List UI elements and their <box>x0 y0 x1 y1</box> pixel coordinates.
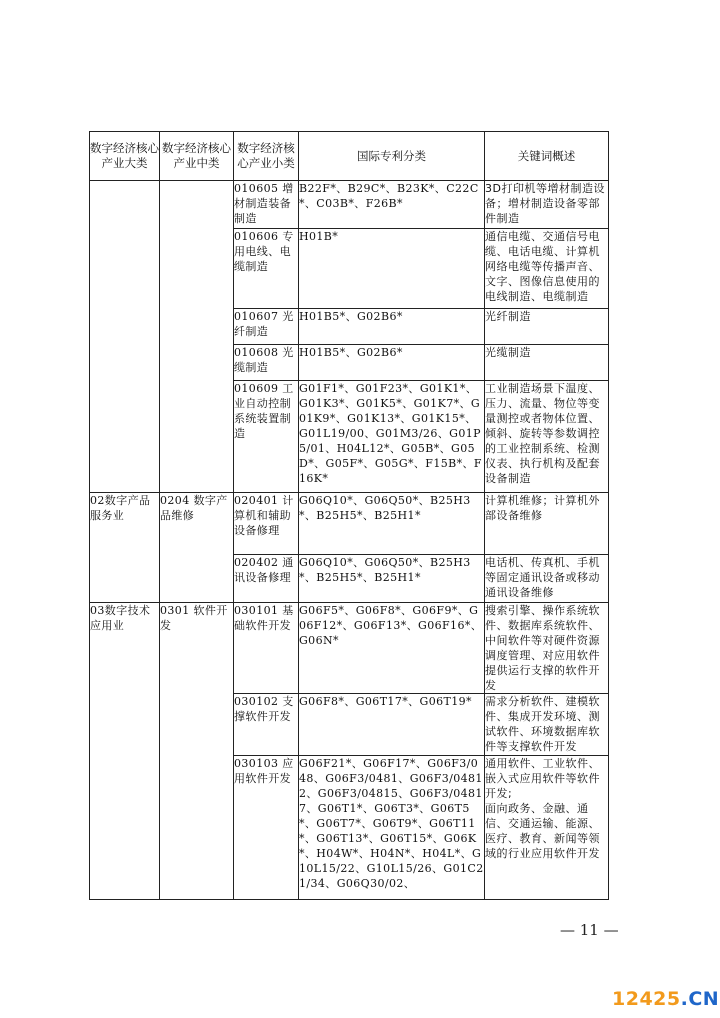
major-category-cell: 03数字技术应用业 <box>90 603 160 900</box>
minor-category-cell: 020402 通讯设备修理 <box>234 555 299 603</box>
header-ipc: 国际专利分类 <box>299 132 485 181</box>
keywords-cell: 需求分析软件、建模软件、集成开发环境、测试软件、环境数据库软件等支撑软件开发 <box>485 694 609 756</box>
ipc-cell: G06Q10*、G06Q50*、B25H3*、B25H5*、B25H1* <box>299 555 485 603</box>
mid-category-cell: 0204 数字产品维修 <box>160 493 234 603</box>
keywords-cell: 电话机、传真机、手机等固定通讯设备或移动通讯设备维修 <box>485 555 609 603</box>
page-number: — 11 — <box>560 921 619 939</box>
header-major-category: 数字经济核心产业大类 <box>90 132 160 181</box>
minor-category-cell: 030103 应用软件开发 <box>234 756 299 900</box>
keywords-cell: 搜索引擎、操作系统软件、数据库系统软件、中间软件等对硬件资源调度管理、对应用软件提供运行支撑的软件开发 <box>485 603 609 694</box>
keywords-cell: 光纤制造 <box>485 309 609 345</box>
table-header-row <box>90 132 609 181</box>
minor-category-cell: 010607 光纤制造 <box>234 309 299 345</box>
keywords-cell: 光缆制造 <box>485 345 609 381</box>
keywords-cell: 工业制造场景下温度、压力、流量、物位等变量测控或者物体位置、倾斜、旋转等参数调控的工业控制系统、检测仪表、执行机构及配套设备制造 <box>485 381 609 493</box>
ipc-cell: G01F1*、G01F23*、G01K1*、G01K3*、G01K5*、G01K7*、G01K9*、G01K13*、G01K15*、G01L19/00、G01M3/26、G01P5/01、H04L12*、G05B*、G05D*、G05F*、G05G*、F15B*、F16K* <box>299 381 485 493</box>
table-row <box>90 181 609 229</box>
watermark-domain: .CN <box>680 988 720 1010</box>
ipc-cell: H01B5*、G02B6* <box>299 345 485 381</box>
table-row <box>90 603 609 694</box>
minor-category-cell: 020401 计算机和辅助设备修理 <box>234 493 299 555</box>
industry-patent-table <box>89 131 609 900</box>
minor-category-cell: 010605 增材制造装备制造 <box>234 181 299 229</box>
header-minor-category: 数字经济核心产业小类 <box>234 132 299 181</box>
ipc-cell: G06F5*、G06F8*、G06F9*、G06F12*、G06F13*、G06F16*、G06N* <box>299 603 485 694</box>
header-keywords: 关键词概述 <box>485 132 609 181</box>
watermark-number: 12425 <box>612 988 681 1010</box>
ipc-cell: G06F21*、G06F17*、G06F3/048、G06F3/0481、G06F3/04812、G06F3/04815、G06F3/04817、G06T1*、G06T3*、G06T5*、G06T7*、G06T9*、G06T11*、G06T13*、G06T15*、G06K*、H04W*、H04N*、H04L*、G10L15/22、G10L15/26、G01C21/34、G06Q30/02、 <box>299 756 485 900</box>
watermark-logo <box>612 988 719 1010</box>
keywords-cell: 通用软件、工业软件、嵌入式应用软件等软件开发; 面向政务、金融、通信、交通运输、能源、医疗、教育、新闻等领域的行业应用软件开发 <box>485 756 609 900</box>
minor-category-cell: 030101 基础软件开发 <box>234 603 299 694</box>
ipc-cell: H01B* <box>299 229 485 309</box>
ipc-cell: G06F8*、G06T17*、G06T19* <box>299 694 485 756</box>
mid-category-cell: 0301 软件开发 <box>160 603 234 900</box>
ipc-cell: G06Q10*、G06Q50*、B25H3*、B25H5*、B25H1* <box>299 493 485 555</box>
minor-category-cell: 010608 光缆制造 <box>234 345 299 381</box>
ipc-cell: B22F*、B29C*、B23K*、C22C*、C03B*、F26B* <box>299 181 485 229</box>
keywords-cell: 通信电缆、交通信号电缆、电话电缆、计算机网络电缆等传播声音、文字、图像信息使用的电线制造、电缆制造 <box>485 229 609 309</box>
header-mid-category: 数字经济核心产业中类 <box>160 132 234 181</box>
ipc-cell: H01B5*、G02B6* <box>299 309 485 345</box>
keywords-cell: 3D打印机等增材制造设备；增材制造设备零部件制造 <box>485 181 609 229</box>
table-row <box>90 493 609 555</box>
minor-category-cell: 010609 工业自动控制系统装置制造 <box>234 381 299 493</box>
major-category-cell: 02数字产品服务业 <box>90 493 160 603</box>
keywords-cell: 计算机维修；计算机外部设备维修 <box>485 493 609 555</box>
mid-category-cell <box>160 181 234 493</box>
minor-category-cell: 010606 专用电线、电缆制造 <box>234 229 299 309</box>
minor-category-cell: 030102 支撑软件开发 <box>234 694 299 756</box>
major-category-cell <box>90 181 160 493</box>
